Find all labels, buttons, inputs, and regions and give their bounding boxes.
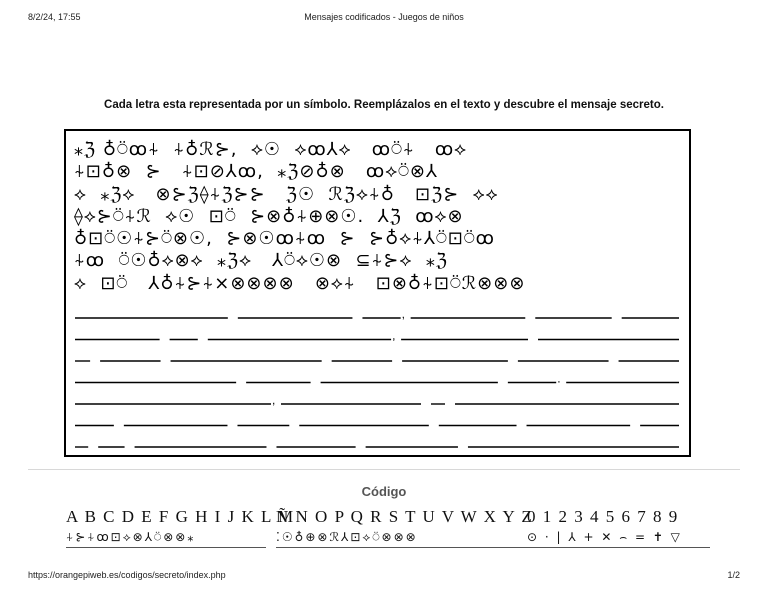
digits-row: 0 1 2 3 4 5 6 7 8 9 bbox=[527, 507, 679, 526]
cipher-line: ⍭ꝏ ⍥☉♁⟡⊗⟡ ⁎ℨ⟡ ⅄⍥⟡☉⊗ ⊆⍭⊱⟡ ⁎ℨ bbox=[74, 250, 448, 272]
puzzle-instruction: Cada letra esta representada por un símbolo. Reemplázalos en el texto y descubre el mensaje secreto. bbox=[104, 99, 664, 111]
cipher-line: ⍭⊡♁⊗ ⊱ ⍭⊡⊘⅄ꝏ, ⁎ℨ⊘♁⊗ ꝏ⟡⍥⊗⅄ bbox=[74, 161, 439, 183]
alphabet-a-m: A B C D E F G H I J K L M bbox=[66, 507, 295, 526]
code-title: Código bbox=[361, 484, 407, 499]
code-underline bbox=[66, 547, 266, 548]
answer-punctuation: , bbox=[401, 307, 405, 321]
digit-symbols: ⊙ · | ⅄ + ✕ ⌢ = ✝ ▽ bbox=[527, 530, 682, 544]
cipher-line: ⟠⟡⊱⍥⍭ℛ ⟡☉ ⊡⍥ ⊱⊗♁⍭⊕⊗☉. ⅄ℨ ꝏ⟡⊗ bbox=[74, 205, 464, 227]
cipher-text-block bbox=[74, 139, 525, 295]
symbols-a-m: ⍭⊱⍭ꝏ⊡⟡⊗⅄⍥⊗⊗⁎ bbox=[66, 530, 196, 544]
cipher-line: ⟡ ⁎ℨ⟡ ⊗⊱ℨ⟠⍭ℨ⊱⊱ ℨ☉ ℛℨ⟡⍭♁ ⊡ℨ⊱ ⟡⟡ bbox=[74, 183, 499, 205]
page-header-title: Mensajes codificados - Juegos de niños bbox=[304, 12, 464, 22]
alphabet-n-z: Ñ N O P Q R S T U V W X Y Z bbox=[276, 507, 534, 526]
section-divider bbox=[28, 469, 740, 470]
code-underline bbox=[276, 547, 494, 548]
answer-punctuation: , bbox=[392, 328, 396, 343]
cipher-line: ⁎ℨ ♁⍥ꝏ⍭ ⍭♁ℛ⊱, ⟡☉ ⟡ꝏ⅄⟡ ꝏ⍥⍭ ꝏ⟡ bbox=[74, 139, 468, 160]
answer-blank-lines bbox=[66, 306, 689, 456]
page-number: 1/2 bbox=[727, 570, 740, 580]
answer-punctuation: . bbox=[557, 371, 561, 386]
footer-url: https://orangepiweb.es/codigos/secreto/index.php bbox=[28, 570, 226, 580]
code-underline bbox=[494, 547, 710, 548]
symbols-n-z: ⁚☉♁⊕⊗ℛ⅄⊡⟡⍥⊗⊗⊗ bbox=[276, 530, 418, 544]
answer-blanks-svg bbox=[66, 306, 689, 456]
answer-punctuation: , bbox=[272, 393, 276, 407]
cipher-line: ♁⊡⍥☉⍭⊱⍥⊗☉, ⊱⊗☉ꝏ⍭ꝏ ⊱ ⊱♁⟡⍭⅄⍥⊡⍥ꝏ bbox=[74, 228, 495, 250]
cipher-puzzle-box bbox=[64, 129, 691, 457]
print-datetime: 8/2/24, 17:55 bbox=[28, 12, 81, 22]
cipher-line: ⟡ ⊡⍥ ⅄♁⍭⊱⍭⨯⊗⊗⊗⊗ ⊗⟡⍭ ⊡⊗♁⍭⊡⍥ℛ⊗⊗⊗ bbox=[74, 272, 526, 294]
